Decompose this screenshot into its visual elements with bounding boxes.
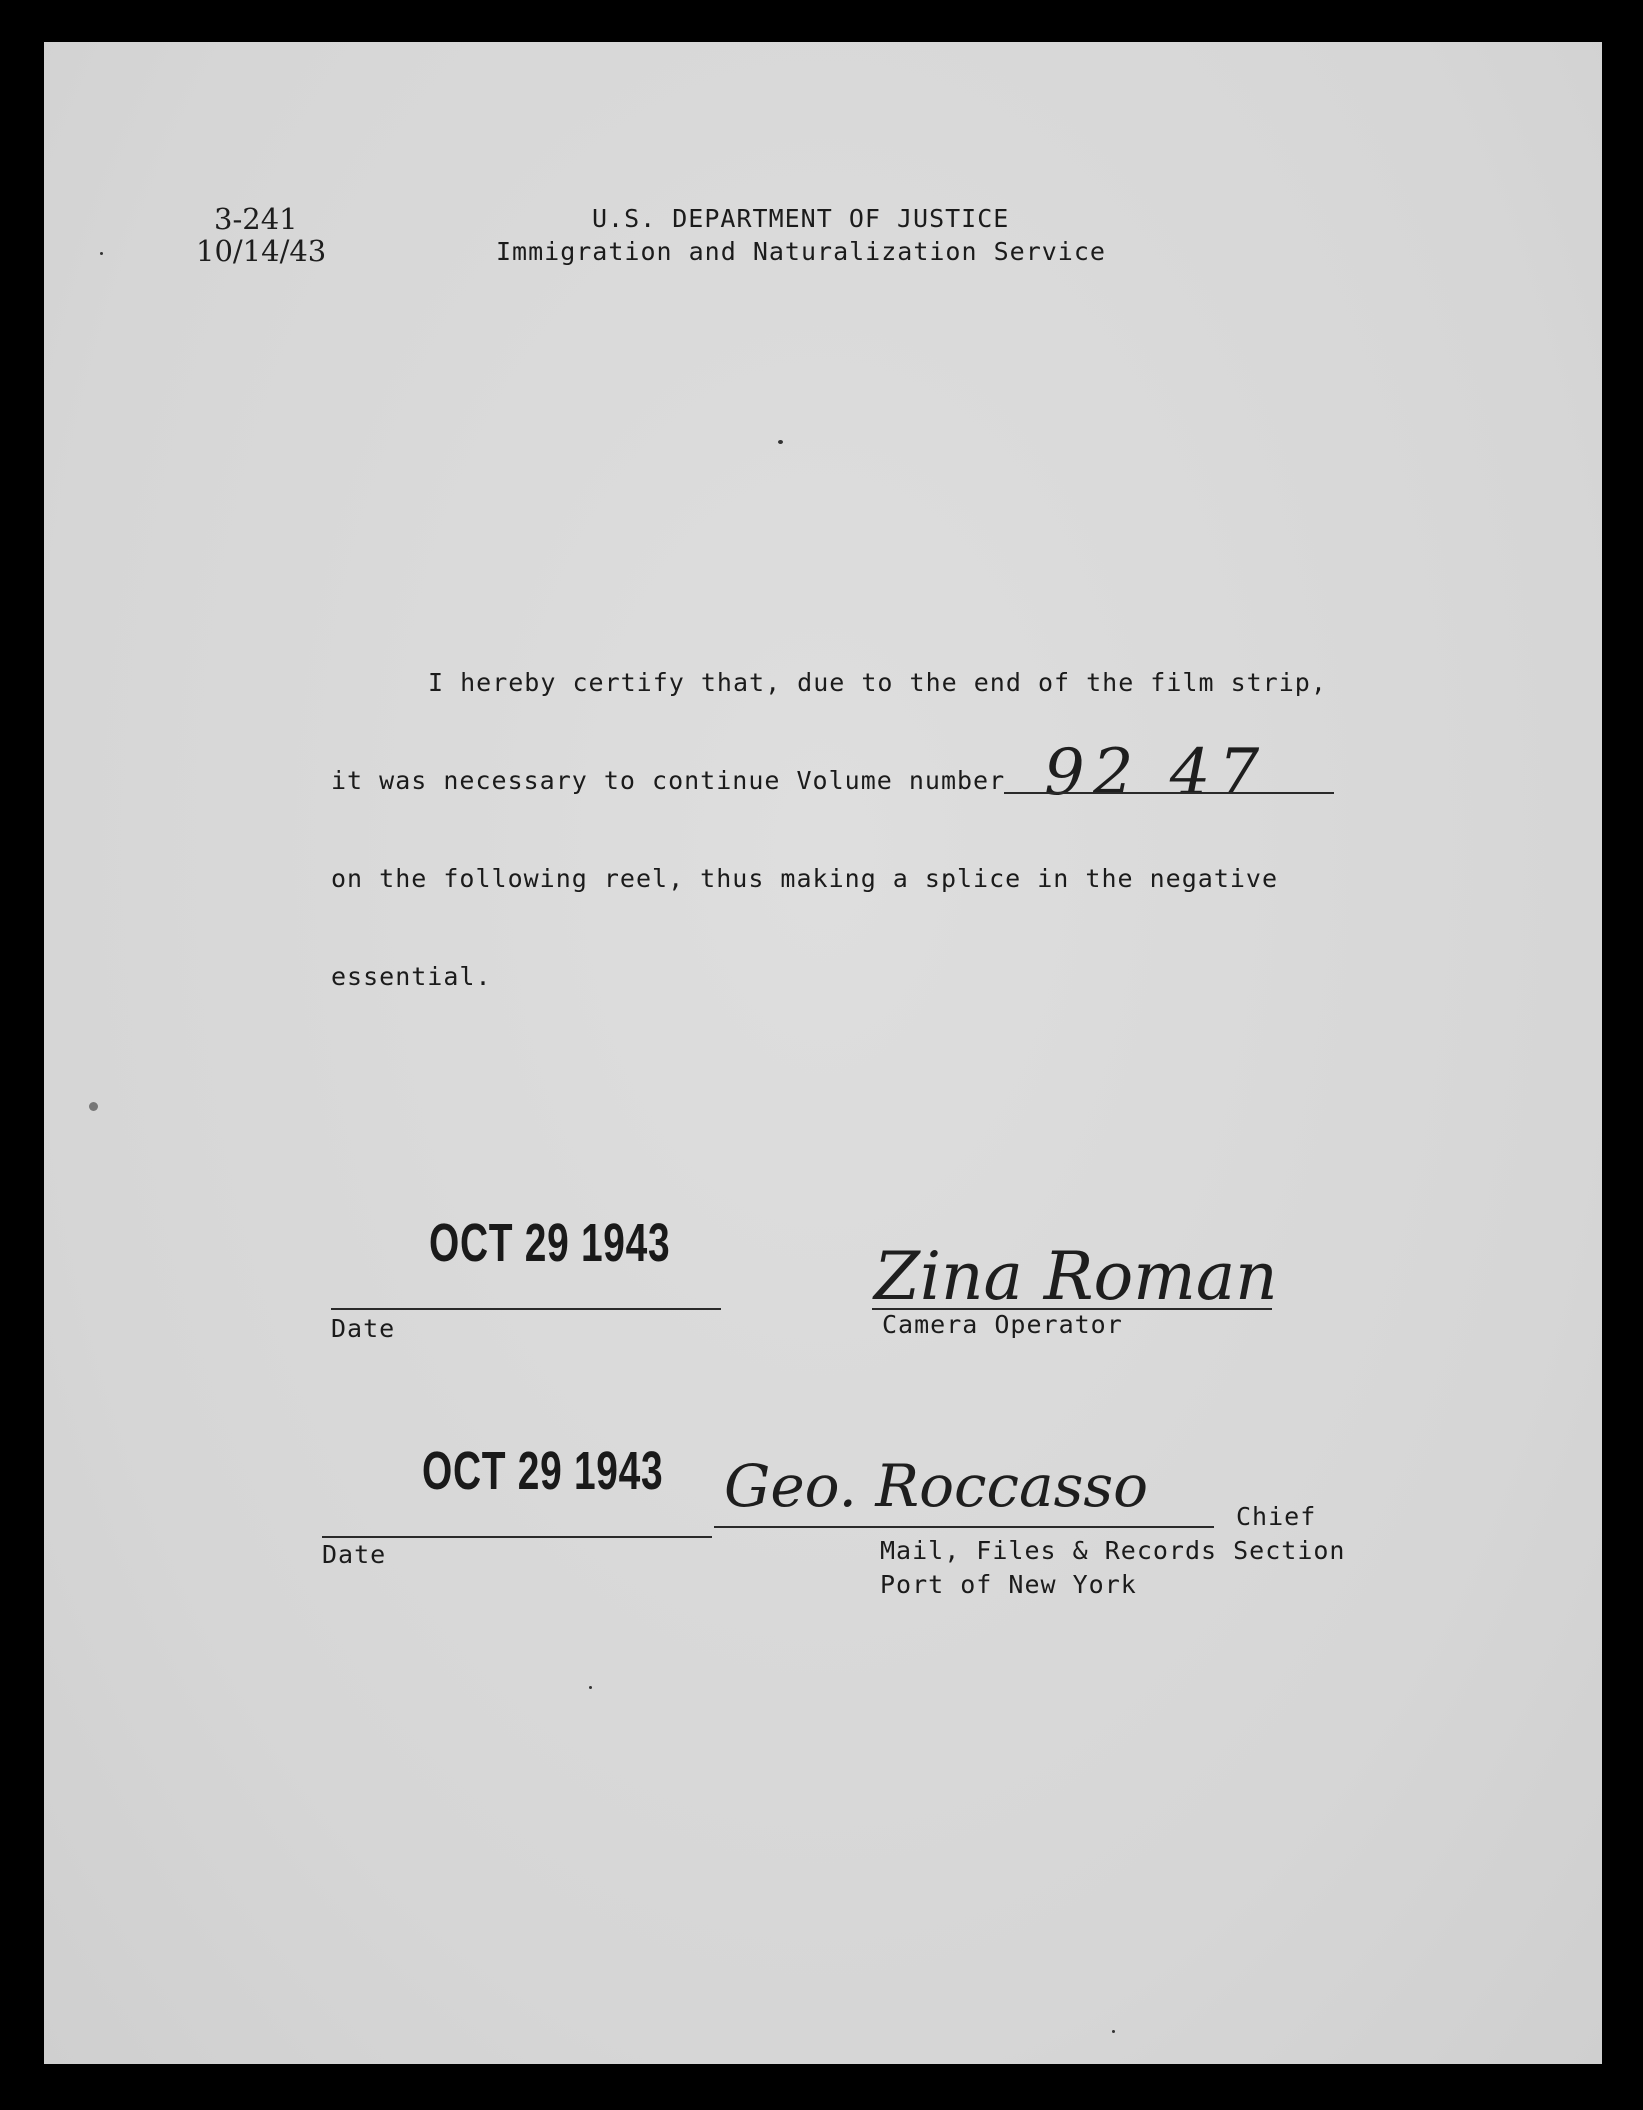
form-date: 10/14/43 bbox=[196, 234, 327, 268]
paper-speck bbox=[1112, 2030, 1115, 2033]
date-line-1 bbox=[331, 1308, 721, 1310]
date-label-1: Date bbox=[331, 1314, 396, 1343]
camera-operator-label: Camera Operator bbox=[882, 1310, 1123, 1339]
date-line-2 bbox=[322, 1536, 712, 1538]
section-label: Mail, Files & Records Section bbox=[880, 1536, 1346, 1565]
body-line-2: it was necessary to continue Volume number bbox=[331, 766, 1006, 795]
port-label: Port of New York bbox=[880, 1570, 1137, 1599]
volume-number-underline bbox=[1004, 792, 1334, 794]
body-line-4: essential. bbox=[331, 962, 492, 991]
body-line-3: on the following reel, thus making a splice in the negative bbox=[331, 864, 1279, 893]
agency-heading: U.S. DEPARTMENT OF JUSTICE bbox=[592, 204, 1010, 233]
paper-speck bbox=[89, 1102, 98, 1111]
service-heading: Immigration and Naturalization Service bbox=[496, 237, 1106, 266]
paper-speck bbox=[100, 252, 103, 255]
camera-operator-signature: Zina Roman bbox=[874, 1238, 1278, 1315]
paper-speck bbox=[778, 440, 783, 444]
date-stamp-2: OCT 29 1943 bbox=[422, 1441, 664, 1501]
date-label-2: Date bbox=[322, 1540, 387, 1569]
form-number: 3-241 bbox=[214, 202, 298, 236]
document-page bbox=[44, 42, 1602, 2064]
chief-title: Chief bbox=[1236, 1502, 1317, 1531]
signature-line-2 bbox=[714, 1526, 1214, 1528]
date-stamp-1: OCT 29 1943 bbox=[429, 1213, 671, 1273]
volume-number: 92 47 bbox=[1044, 736, 1268, 810]
paper-speck bbox=[589, 1686, 592, 1689]
chief-signature: Geo. Roccasso bbox=[724, 1452, 1149, 1520]
body-line-1: I hereby certify that, due to the end of the film strip, bbox=[428, 668, 1327, 697]
